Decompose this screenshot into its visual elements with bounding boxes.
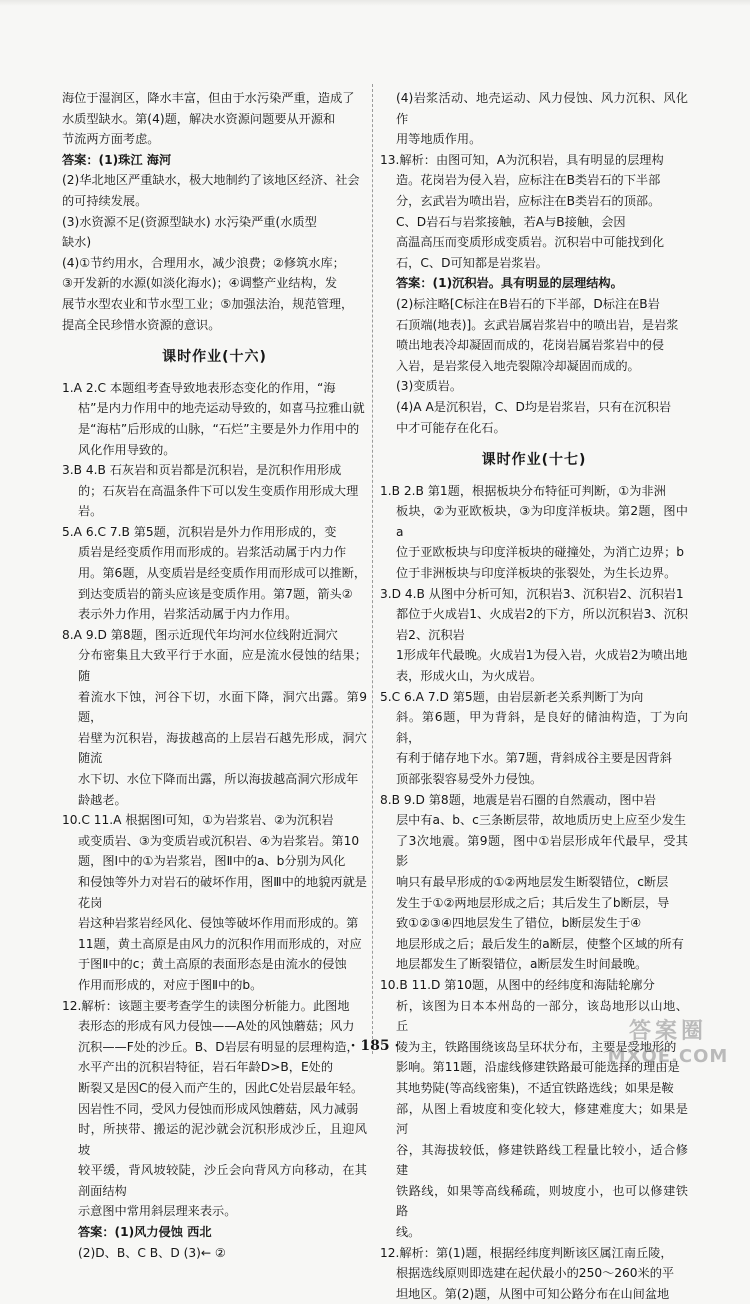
text-line: 坦地区。第(2)题，从图中可知公路分布在山间盆地 — [396, 1286, 670, 1301]
text-line: 示意图中常用斜层理来表示。 — [78, 1204, 237, 1219]
text-line: 部，从图上看坡度和变化较大，修建难度大；如果是河 — [396, 1101, 688, 1137]
text-line: 展节水型农业和节水型工业；⑤加强法治，规范管理， — [62, 296, 354, 311]
answer-line: 答案：(1)沉积岩。具有明显的层理结构。 — [396, 276, 623, 291]
answer-line: 答案：(1)珠江 海河 — [62, 152, 172, 167]
column-divider — [372, 84, 374, 1054]
text-line: 位于非洲板块与印度洋板块的张裂处，为生长边界。 — [396, 566, 677, 581]
text-line: 层中有a、b、c三条断层带，故地质历史上应至少发生 — [396, 813, 687, 828]
text-line: 8.A 9.D 第8题，图示近现代年均河水位线附近洞穴 — [62, 627, 338, 642]
text-line: 响只有最早形成的①②两地层发生断裂错位，c断层 — [396, 874, 669, 889]
text-line: 都位于火成岩1、火成岩2的下方，所以沉积岩3、沉积岩2、沉积岩 — [396, 607, 688, 642]
text-line: 于图Ⅱ中的c；黄土高原的表面形态是由流水的侵蚀 — [78, 957, 347, 972]
text-line: 线。 — [396, 1225, 421, 1240]
text-line: 题，图Ⅰ中的①为岩浆岩，图Ⅱ中的a、b分别为风化 — [78, 854, 346, 869]
text-line: 12.解析：该题主要考查学生的读图分析能力。此图地 — [62, 998, 350, 1013]
page-number: · 185 · — [350, 1038, 400, 1054]
text-line: 岩这种岩浆岩经风化、侵蚀等破坏作用而形成的。第 — [78, 916, 359, 931]
text-line: 入岩，是岩浆侵入地壳裂隙冷却凝固而成的。 — [396, 358, 640, 373]
text-line: 顶部张裂容易受外力侵蚀。 — [396, 772, 543, 786]
text-line: 的可持续发展。 — [62, 193, 148, 208]
text-line: 因岩性不同，受风力侵蚀而形成风蚀蘑菇，风力减弱 — [78, 1101, 359, 1116]
text-line: 10.C 11.A 根据图Ⅰ可知，①为岩浆岩、②为沉积岩 — [62, 813, 334, 828]
watermark-url-text: MXQE.COM — [607, 1046, 729, 1067]
text-line: 5.A 6.C 7.B 第5题，沉积岩是外力作用形成的，变 — [62, 524, 337, 539]
text-line: (4)岩浆活动、地壳运动、风力侵蚀、风力沉积、风化作 — [396, 91, 688, 126]
text-line: 了3次地震。第9题，图中①岩层形成年代最早，受其影 — [396, 833, 688, 869]
text-line: 龄越老。 — [78, 792, 127, 807]
text-line: 较平缓，背风坡较陡，沙丘会向背风方向移动，在其剖面结构 — [78, 1163, 367, 1198]
text-line: 8.B 9.D 第8题，地震是岩石圈的自然震动，图中岩 — [380, 792, 656, 807]
text-line: 缺水) — [62, 235, 92, 250]
text-line: 11题，黄土高原是由风力的沉积作用而形成的，对应 — [78, 936, 362, 951]
section-heading: 课时作业(十七) — [481, 452, 587, 469]
text-line: 1.A 2.C 本题组考查导致地表形态变化的作用，“海 — [62, 380, 336, 395]
text-line: 断裂又是因C的侵入而产生的，因此C处岩层最年轻。 — [78, 1080, 364, 1095]
left-column — [62, 88, 367, 1263]
text-line: 时，所挟带、搬运的泥沙就会沉积形成沙丘，且迎风坡 — [78, 1122, 367, 1157]
text-line: 斜。第6题，甲为背斜，是良好的储油构造，丁为向斜， — [396, 710, 688, 745]
text-line: 节流两方面考虑。 — [62, 132, 160, 147]
text-line: 根据选线原则即选建在起伏最小的250～260米的平 — [396, 1266, 675, 1281]
text-line: ③开发新的水源(如淡化海水)；④调整产业结构，发 — [62, 276, 338, 291]
text-line: (2)华北地区严重缺水，极大地制约了该地区经济、社会 — [62, 173, 360, 188]
text-line: 水下切、水位下降而出露，所以海拔越高洞穴形成年 — [78, 772, 359, 786]
text-line: 位于亚欧板块与印度洋板块的碰撞处，为消亡边界；b — [396, 545, 685, 560]
text-line: 1形成年代最晚。火成岩1为侵入岩，火成岩2为喷出地 — [396, 648, 688, 663]
text-line: 中才可能存在化石。 — [396, 420, 506, 435]
text-line: 10.B 11.D 第10题，从图中的经纬度和海陆轮廓分 — [380, 977, 655, 992]
text-line: 质岩是经变质作用而形成的。岩浆活动属于内力作 — [78, 545, 347, 560]
text-line: 板块，②为亚欧板块，③为印度洋板块。第2题，图中a — [396, 504, 688, 539]
text-line: 12.解析：第(1)题，根据经纬度判断该区属江南丘陵， — [380, 1245, 673, 1260]
text-line: 和侵蚀等外力对岩石的破坏作用，图Ⅲ中的地貌丙就是花岗 — [78, 874, 367, 910]
text-line: 用等地质作用。 — [396, 132, 482, 147]
text-line: 表形态的形成有风力侵蚀——A处的风蚀蘑菇；风力 — [78, 1019, 355, 1034]
text-line: 分，玄武岩为喷出岩，应标注在B类岩石的顶部。 — [396, 193, 661, 208]
text-line: 谷，其海拔较低，修建铁路线工程量比较小，适合修建 — [396, 1142, 688, 1178]
text-line: 铁路线，如果等高线稀疏，则坡度小，也可以修建铁路 — [396, 1183, 688, 1219]
text-line: 风化作用导致的。 — [78, 442, 176, 457]
text-line: 地层形成之后；最后发生的a断层，使整个区域的所有 — [396, 936, 684, 951]
text-line: 沉积——F处的沙丘。B、D岩层有明显的层理构造， — [78, 1039, 359, 1054]
text-line: 其地势陡(等高线密集)，不适宜铁路选线；如果是鞍 — [396, 1080, 674, 1095]
section-heading: 课时作业(十六) — [162, 349, 267, 366]
text-line: 用。第6题，从变质岩是经变质作用而形成可以推断， — [78, 566, 367, 581]
text-line: 析，该图为日本本州岛的一部分，该岛地形以山地、丘 — [396, 998, 688, 1034]
text-line: 提高全民珍惜水资源的意识。 — [62, 317, 221, 332]
top-edge — [0, 0, 750, 6]
text-line: 石，C、D可知都是岩浆岩。 — [396, 255, 548, 270]
text-line: 或变质岩、③为变质岩或沉积岩、④为岩浆岩。第10 — [78, 833, 360, 848]
text-line: 分布密集且大致平行于水面，应是流水侵蚀的结果；随 — [78, 648, 367, 684]
text-line: 的；石灰岩在高温条件下可以发生变质作用形成大理 — [78, 483, 359, 498]
text-line: 表，形成火山，为火成岩。 — [396, 669, 543, 684]
text-line: 致①②③④四地层发生了错位，b断层发生于④ — [396, 916, 642, 931]
text-line: 13.解析：由图可知，A为沉积岩，具有明显的层理构 — [380, 152, 664, 167]
text-line: 水平产出的沉积岩特征，岩石年龄D>B，E处的 — [78, 1060, 334, 1075]
text-line: 表示外力作用，岩浆活动属于内力作用。 — [78, 607, 298, 622]
answer-line: 答案：(1)风力侵蚀 西北 — [78, 1225, 212, 1240]
text-line: 影响。第11题，沿虚线修建铁路最可能选择的理由是 — [396, 1060, 680, 1075]
text-line: 1.B 2.B 第1题，根据板块分布特征可判断，①为非洲 — [380, 483, 666, 498]
text-line: (4)①节约用水，合理用水，减少浪费；②修筑水库； — [62, 255, 345, 270]
text-line: 陵为主，铁路围绕该岛呈环状分布，主要是受地形的 — [396, 1039, 677, 1054]
text-line: 5.C 6.A 7.D 第5题，由岩层新老关系判断丁为向 — [380, 689, 644, 704]
text-line: 着流水下蚀，河谷下切，水面下降，洞穴出露。第9题， — [78, 689, 367, 725]
text-line: 3.B 4.B 石灰岩和页岩都是沉积岩，是沉积作用形成 — [62, 463, 342, 478]
text-line: 3.D 4.B 从图中分析可知，沉积岩3、沉积岩2、沉积岩1 — [380, 586, 684, 601]
right-column — [380, 88, 688, 1304]
watermark-logo-text: 答案圈 — [628, 1019, 707, 1044]
text-line: 地层都发生了断裂错位，a断层发生时间最晚。 — [396, 957, 648, 972]
text-line: 枯”是内力作用中的地壳运动导致的，如喜马拉雅山就 — [78, 401, 365, 416]
text-line: (2)D、B、C B、D (3)← ② — [78, 1245, 226, 1260]
text-line: (3)水资源不足(资源型缺水) 水污染严重(水质型 — [62, 214, 317, 229]
text-line: 岩壁为沉积岩，海拔越高的上层岩石越先形成，洞穴随流 — [78, 730, 367, 766]
text-line: 有利于储存地下水。第7题，背斜成谷主要是因背斜 — [396, 751, 672, 766]
text-line: 造。花岗岩为侵入岩，应标注在B类岩石的下半部 — [396, 173, 661, 188]
text-line: 石顶端(地表)]。玄武岩属岩浆岩中的喷出岩，是岩浆 — [396, 317, 679, 332]
text-line: 海位于湿润区，降水丰富，但由于水污染严重，造成了 — [62, 91, 355, 105]
text-line: (4)A A是沉积岩，C、D均是岩浆岩，只有在沉积岩 — [396, 399, 672, 414]
text-line: 水质型缺水。第(4)题，解决水资源问题要从开源和 — [62, 111, 336, 126]
text-line: (3)变质岩。 — [396, 379, 463, 394]
text-line: 作用而形成的，对应于图Ⅱ中的b。 — [78, 977, 263, 992]
text-line: 喷出地表冷却凝固而成的，花岗岩属岩浆岩中的侵 — [396, 338, 665, 353]
text-line: 高温高压而变质形成变质岩。沉积岩中可能找到化 — [396, 235, 665, 250]
text-line: 岩。 — [78, 504, 103, 519]
text-line: 发生于①②两地层形成之后；其后发生了b断层，导 — [396, 895, 670, 910]
text-line: 是“海枯”后形成的山脉，“石烂”主要是外力作用中的 — [78, 421, 360, 436]
text-line: 到达变质岩的箭头应该是变质作用。第7题，箭头② — [78, 586, 353, 601]
text-line: (2)标注略[C标注在B岩石的下半部，D标注在B岩 — [396, 296, 660, 311]
text-line: C、D岩石与岩浆接触，若A与B接触，会因 — [396, 214, 626, 229]
